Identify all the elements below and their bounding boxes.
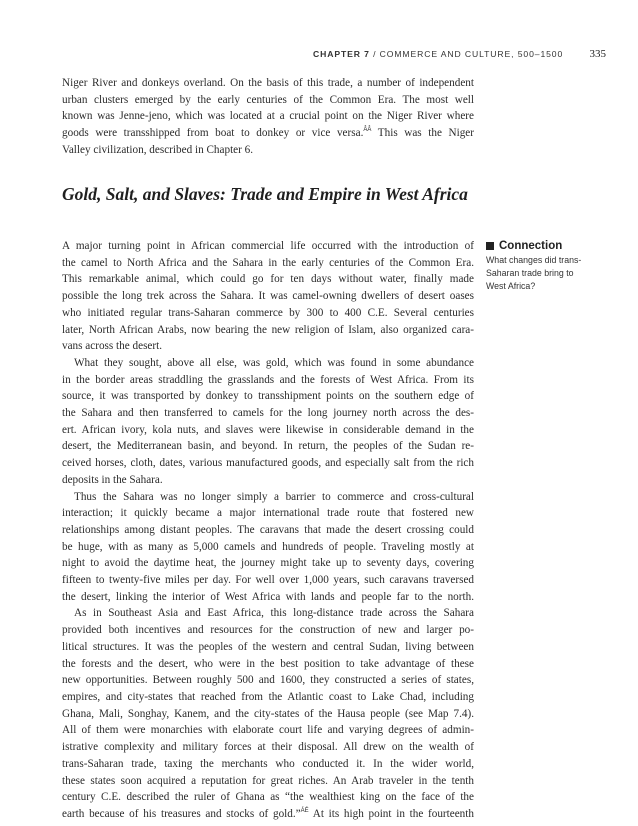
text-line: source, it was transported by donkey to transshipment points on the southern edge of	[62, 390, 474, 403]
connection-question	[486, 254, 611, 292]
text-fragment: At its high point in the fourteenth	[312, 807, 474, 820]
text-line: the Sahara and then transferred to camels for the long journey north across the des-	[62, 407, 474, 420]
text-line: urban clusters emerged by the early centuries of the Common Era. The most well	[62, 93, 474, 106]
text-line: vans across the desert.	[62, 340, 163, 353]
text-line: night to avoid the daytime heat, the journey might take up to seventy days, covering	[62, 557, 474, 570]
text-line: litical structures. It was the peoples of the western and central Sudan, living between	[62, 640, 474, 653]
square-bullet-icon	[486, 242, 494, 250]
text-line: Ghana, Mali, Songhay, Kanem, and the city-states of the Hausa people (see Map 7.4).	[62, 707, 474, 720]
text-line-with-note	[62, 125, 474, 142]
connection-sidebar	[486, 239, 611, 292]
text-line: ceived horses, cloth, dates, various manufactured goods, and especially salt from the rich	[62, 457, 474, 470]
text-line: later, North African Arabs, now bearing the new religion of Islam, also organized cara-	[62, 323, 474, 336]
text-line: the camel to North Africa and the Sahara in the early centuries of the Common Era.	[62, 256, 474, 269]
text-line: in the border areas straddling the grasslands and the forests of West Africa. From its	[62, 373, 474, 386]
text-line: the forests and the desert, who were in the best position to take advantage of these	[62, 657, 474, 670]
page-number: 335	[589, 48, 606, 60]
text-line: desert, the Mediterranean basin, and beyond. In return, the peoples of the Sudan re-	[62, 440, 474, 453]
text-line: This remarkable animal, which could go for ten days without water, finally made	[62, 273, 474, 286]
text-line: the desert, linking the interior of West Africa with lands and people far to the north.	[62, 590, 474, 603]
text-line: relationships among distant peoples. The caravans that made the desert crossing could	[62, 523, 474, 536]
intro-paragraph	[62, 75, 474, 159]
text-line: deposits in the Sahara.	[62, 473, 163, 486]
text-line-with-note	[62, 806, 474, 823]
running-header	[313, 49, 606, 63]
connection-heading	[486, 239, 611, 253]
text-line: Thus the Sahara was no longer simply a barrier to commerce and cross-cultural	[74, 490, 474, 503]
text-line: known was Jenne-jeno, which was located at a crucial point on the Niger River where	[62, 110, 474, 123]
connection-title: Connection	[499, 240, 563, 252]
question-line: What changes did trans-	[486, 255, 582, 265]
body-text	[62, 238, 474, 823]
text-line: trans-Saharan trade, taxing the merchants who conducted it. In the wider world,	[62, 757, 474, 770]
text-line: be huge, with as many as 5,000 camels and hundreds of people. Traveling mostly at	[62, 540, 474, 553]
text-line: All of them were monarchies with elaborate court life and varying degrees of admin-	[62, 724, 474, 737]
question-line: West Africa?	[486, 280, 536, 291]
chapter-label: CHAPTER 7	[313, 49, 370, 59]
text-line: istrative complexity and military forces at their disposal. All drew on the wealth of	[62, 741, 474, 754]
text-fragment: goods were transshipped from boat to donkey or vice versa.	[62, 127, 364, 140]
text-line: who initiated regular trans-Saharan commerce by 300 to 400 C.E. Several centuries	[62, 306, 474, 319]
text-line: provided both incentives and resources for the construction of new and larger po-	[62, 624, 474, 637]
section-title: Gold, Salt, and Slaves: Trade and Empire in West Africa	[62, 184, 468, 204]
text-line: new opportunities. Between roughly 500 and 1600, they constructed a series of states,	[62, 674, 474, 687]
text-line: ert. African ivory, kola nuts, and slaves were likewise in considerable demand in the	[62, 423, 474, 436]
text-line: possible the long trek across the Sahara. It was camel-owning dwellers of desert oases	[62, 290, 474, 303]
text-line: What they sought, above all else, was gold, which was found in some abundance	[74, 356, 474, 369]
text-line: empires, and city-states that reached from the Atlantic coast to Lake Chad, including	[62, 690, 474, 703]
chapter-section: / COMMERCE AND CULTURE, 500–1500	[369, 49, 564, 59]
text-line: A major turning point in African commercial life occurred with the introduction of	[62, 240, 474, 252]
text-line: As in Southeast Asia and East Africa, this long-distance trade across the Sahara	[74, 607, 474, 620]
text-line: these states soon acquired a reputation for great riches. An Arab traveler in the tenth	[62, 774, 474, 787]
text-line: fifteen to twenty-five miles per day. For well over 1,000 years, such caravans traversed	[62, 574, 474, 587]
text-line: interaction; it quickly became a major international trade route that fostered new	[62, 507, 474, 520]
text-fragment: This was the Niger	[371, 127, 474, 140]
question-line: Saharan trade bring to	[486, 267, 574, 278]
text-fragment: earth because of his treasures and stocks of gold.”	[62, 807, 301, 820]
text-line: century C.E. described the ruler of Ghana as “the wealthiest king on the face of the	[62, 791, 474, 804]
note-mark: ÁÉ	[300, 807, 309, 814]
text-line: Niger River and donkeys overland. On the basis of this trade, a number of independent	[62, 77, 474, 89]
text-line: Valley civilization, described in Chapter 6.	[62, 143, 254, 156]
note-mark: ÂÂ	[363, 127, 372, 134]
